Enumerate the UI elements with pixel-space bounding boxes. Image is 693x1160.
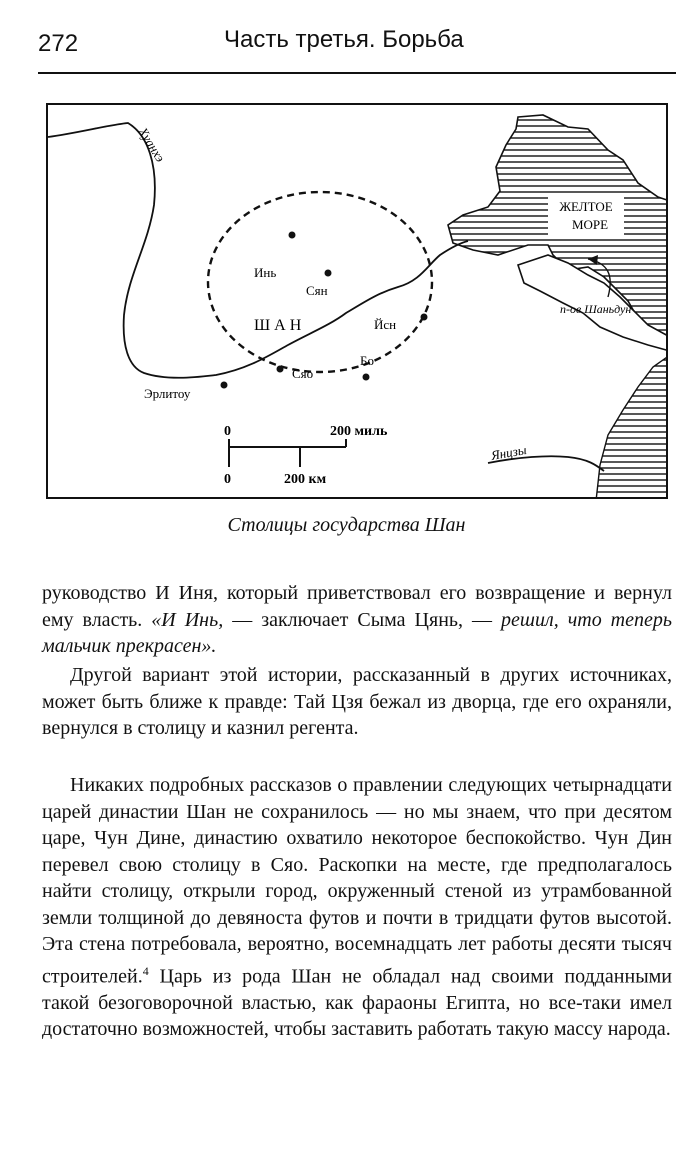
label-yin: Инь bbox=[254, 265, 277, 280]
city-dot-erlitou bbox=[221, 382, 228, 389]
city-dot-yin bbox=[289, 232, 296, 239]
map-figure bbox=[46, 103, 668, 499]
label-bo: Бо bbox=[360, 353, 374, 368]
page-number: 272 bbox=[38, 30, 79, 57]
scale-miles: 200 миль bbox=[330, 424, 388, 439]
p3-text-b: Царь из рода Шан не обладал над своими подданными такой безоговорочной властью, как фараоны Египта, но все-таки имел достаточно возможностей, чтобы заставить работать такую массу народа. bbox=[42, 965, 672, 1041]
figure-caption: Столицы государства Шан bbox=[227, 514, 466, 536]
label-yan: Йсн bbox=[374, 317, 397, 332]
scale-zero-top: 0 bbox=[224, 424, 231, 439]
p3-text-a: Никаких подробных рассказов о правлении следующих четырнадцати царей династии Шан не сохранилось — но мы знаем, что при десятом царе, Чун Дине, династию охватило некоторое беспокойство. Чун Дин перевел свою столицу в Сяо. Раскопки на месте, где предполагалось найти столицу, открыли город, окруженный стеной из утрамбованной земли толщиной до девяноста футов и почти в тридцати футов высотой. Эта стена потребовала, вероятно, восемнадцать лет работы десяти тысяч строителей. bbox=[42, 774, 672, 988]
paragraph-3 bbox=[42, 772, 672, 1043]
paragraph-2 bbox=[42, 662, 672, 742]
city-dot-bo bbox=[363, 374, 370, 381]
p1-quote-b: решил, что теперь мальчик прекрасен». bbox=[42, 608, 672, 657]
label-yangtze: Янцзы bbox=[489, 442, 528, 463]
running-header bbox=[38, 26, 676, 74]
city-dot-yan bbox=[421, 314, 428, 321]
label-yellow-river: Хуанхэ bbox=[135, 124, 169, 165]
scale-km: 200 км bbox=[284, 472, 327, 487]
paragraph-1 bbox=[42, 580, 672, 660]
p2-text: Другой вариант этой истории, рассказанный в других источниках, может быть ближе к правде: Тай Цзя бежал из дворца, где его охраняли, вернулся в столицу и казнил регента. bbox=[42, 664, 672, 739]
p1-quote-a: «И Инь, bbox=[151, 608, 224, 631]
label-peninsula: п-ов Шаньдун bbox=[560, 302, 632, 316]
city-dot-xiao bbox=[277, 366, 284, 373]
shang-boundary bbox=[208, 192, 432, 372]
scale-bar bbox=[224, 424, 388, 487]
p1-text-a: руководство И Иня, который приветствовал его возвращение и вернул ему власть. bbox=[42, 582, 672, 631]
running-title: Часть третья. Борьба bbox=[224, 26, 464, 53]
city-dot-xiang bbox=[325, 270, 332, 277]
p1-text-b: — заключает Сыма Цянь, — bbox=[223, 608, 502, 631]
sea-label-1: ЖЕЛТОЕ bbox=[559, 199, 613, 214]
scale-zero-bottom: 0 bbox=[224, 472, 231, 487]
label-xiang: Сян bbox=[306, 283, 328, 298]
label-shang: ШАН bbox=[254, 317, 306, 334]
sea-label-2: МОРЕ bbox=[571, 217, 609, 232]
map-svg bbox=[48, 105, 668, 499]
label-xiao: Сяо bbox=[292, 366, 314, 381]
coast-strip bbox=[596, 355, 668, 499]
footnote-marker: 4 bbox=[142, 963, 149, 978]
label-erlitou: Эрлитоу bbox=[144, 386, 191, 401]
